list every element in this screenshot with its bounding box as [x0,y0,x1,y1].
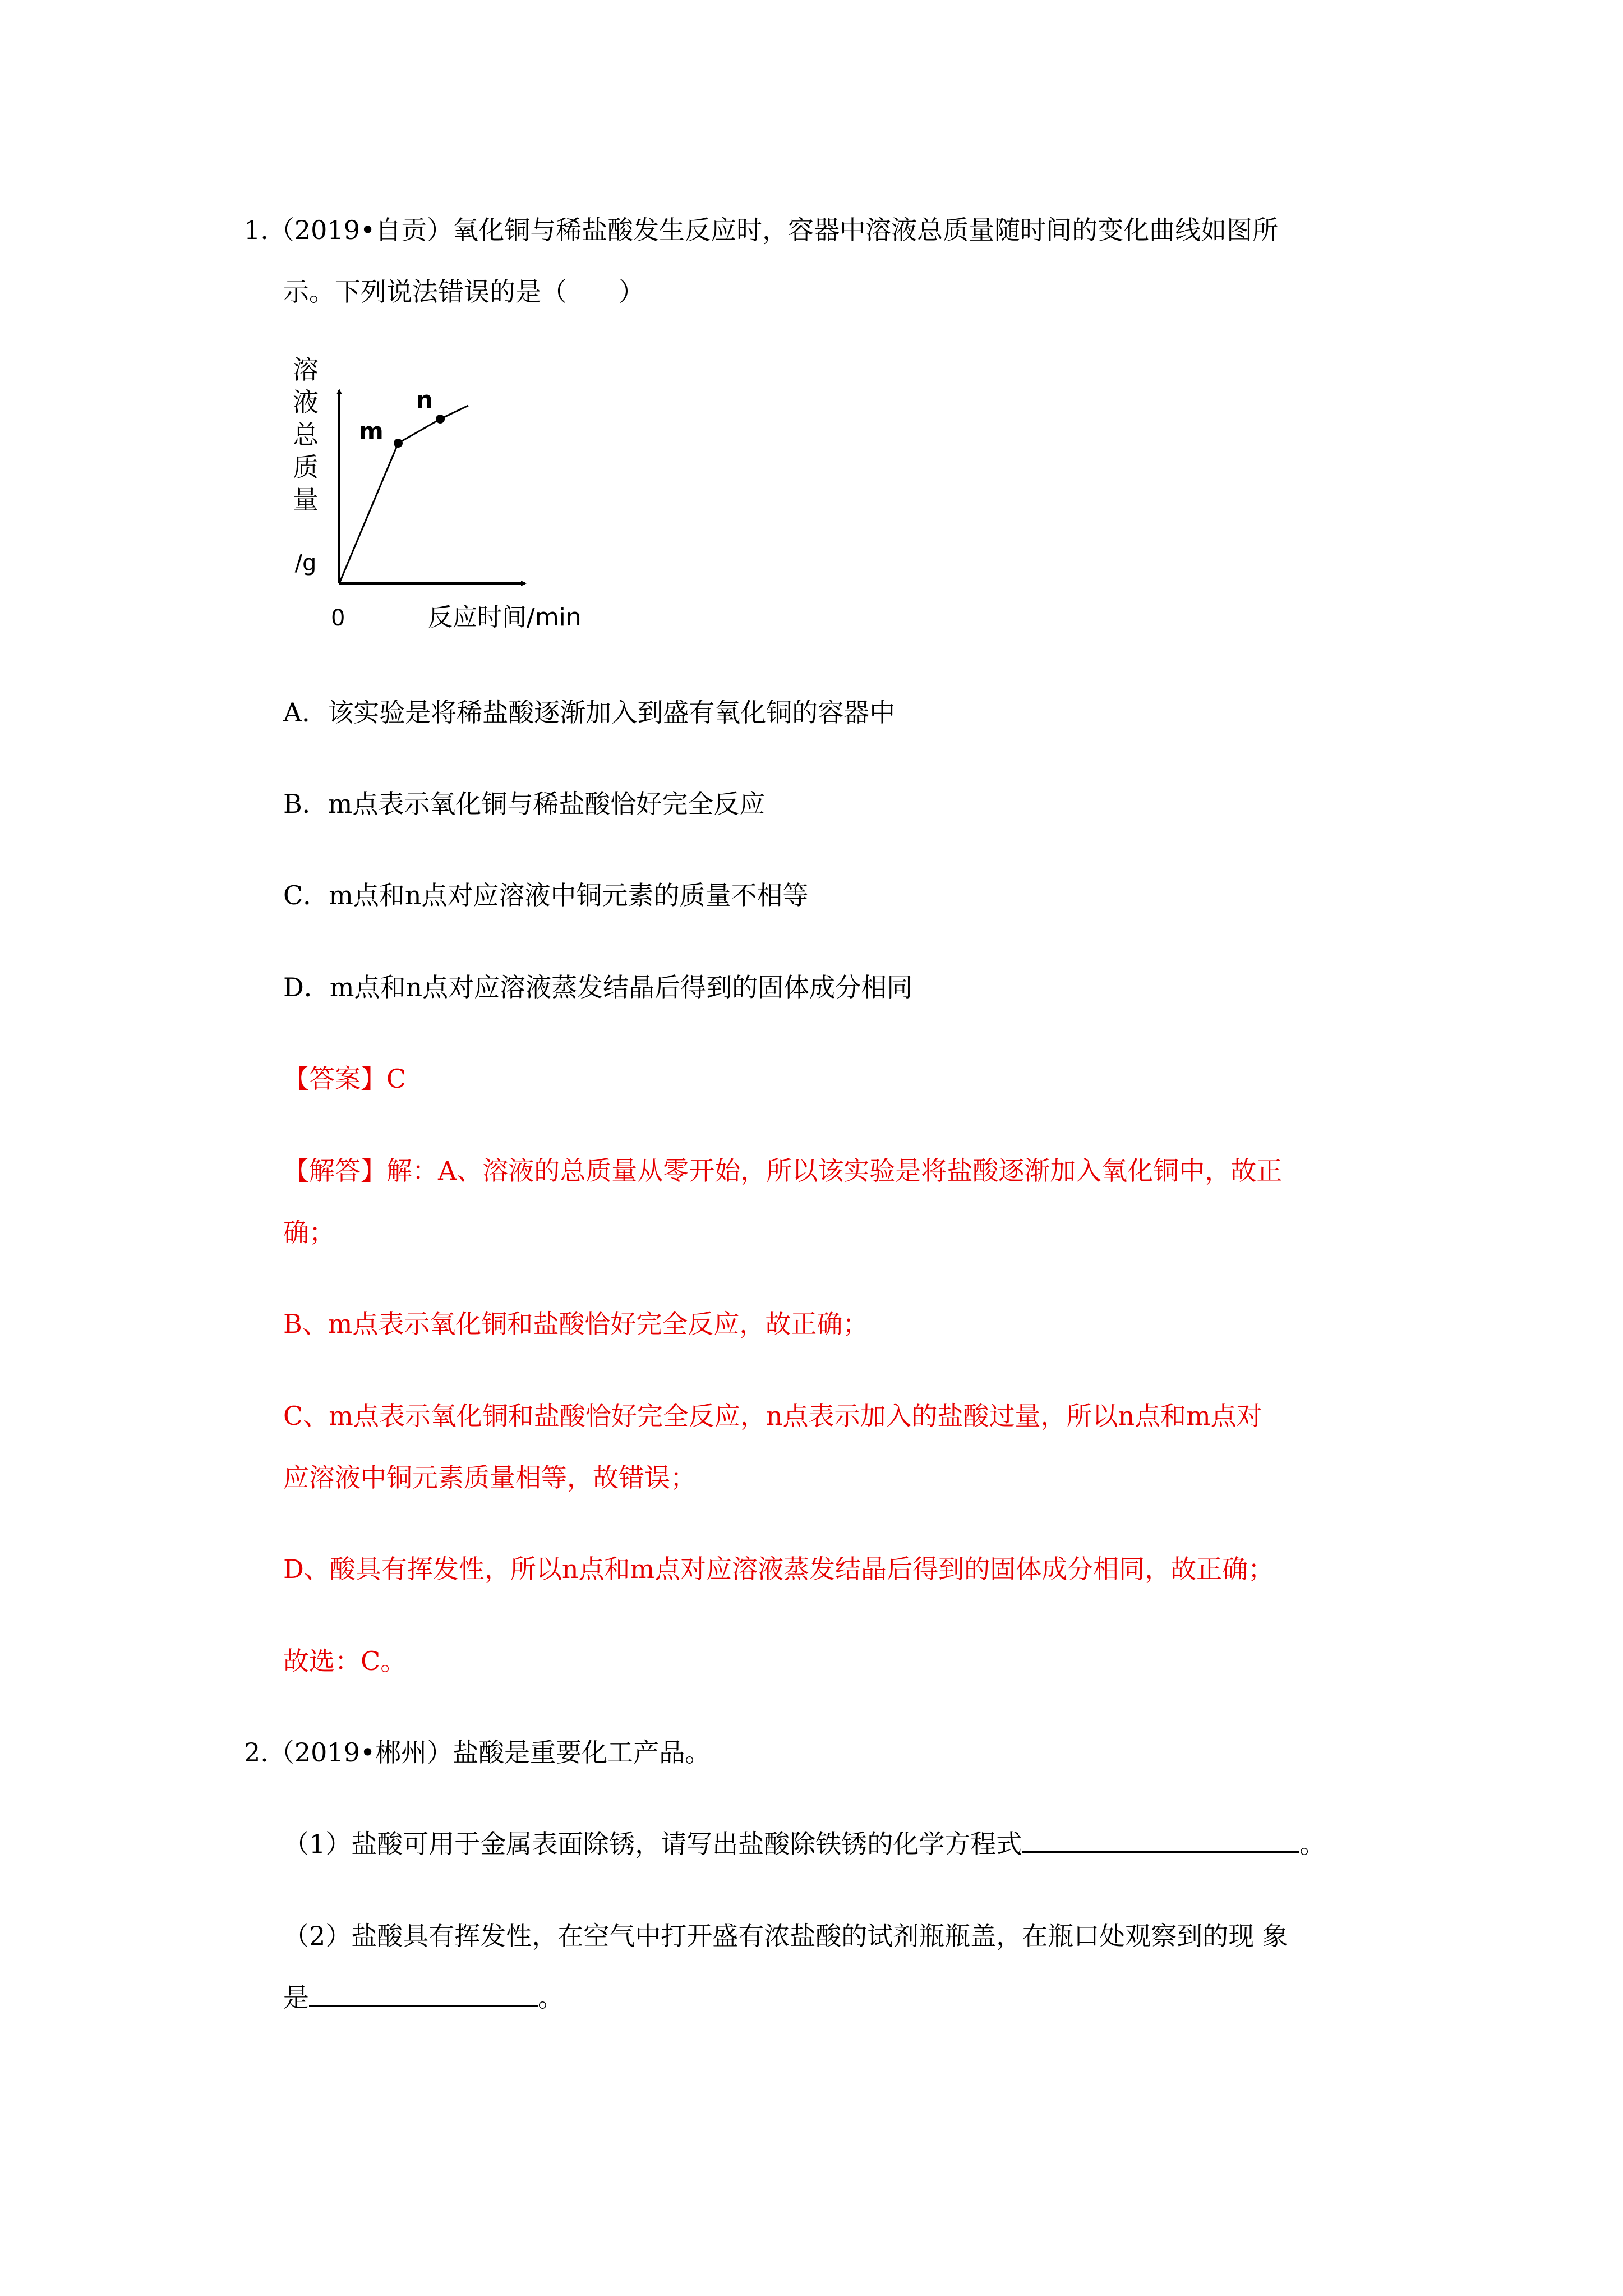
point-m [394,439,403,448]
q1-option-a: A．该实验是将稀盐酸逐渐加入到盛有氧化铜的容器中 [283,697,896,728]
x-axis-label: 反应时间/min [428,603,582,632]
q2-part2-line1: （2）盐酸具有挥发性，在空气中打开盛有浓盐酸的试剂瓶瓶盖，在瓶口处观察到的现 象 [283,1921,1288,1951]
q1-analysis-c1: C、m点表示氧化铜和盐酸恰好完全反应，n点表示加入的盐酸过量，所以n点和m点对 [283,1401,1262,1431]
q1-conclusion: 故选：C。 [283,1646,407,1676]
point-n-label: n [416,386,433,413]
q1-answer: 【答案】C [283,1064,407,1094]
origin-label: 0 [331,605,345,631]
q1-analysis-d: D、酸具有挥发性，所以n点和m点对应溶液蒸发结晶后得到的固体成分相同，故正确； [283,1554,1274,1584]
y-label-char: 液 [293,387,319,417]
y-label-char: 溶 [293,356,319,385]
y-label-unit: /g [294,550,317,576]
q2-part2-blank[interactable] [309,1982,538,2007]
y-axis-label [293,356,319,576]
q1-figure [283,356,608,642]
q1-option-c: C．m点和n点对应溶液中铜元素的质量不相等 [283,880,809,910]
y-label-char: 量 [293,485,319,515]
q2-part1-blank[interactable] [1022,1829,1299,1853]
point-m-label: m [359,417,384,445]
q1-analysis-c2: 应溶液中铜元素质量相等，故错误； [283,1462,696,1493]
q2-part1-end: 。 [1299,1829,1326,1859]
q2-part1 [283,1827,1325,1861]
y-label-char: 质 [293,452,319,482]
q2-part1-text: （1）盐酸可用于金属表面除锈，请写出盐酸除铁锈的化学方程式 [283,1829,1022,1859]
q1-stem-line2: 示。下列说法错误的是（ ） [283,277,644,307]
q2-part2-line2 [283,1981,564,2014]
q1-analysis-line2: 确； [283,1217,335,1248]
q1-option-b: B．m点表示氧化铜与稀盐酸恰好完全反应 [283,789,766,819]
q1-stem-line1: 1.（2019•自贡）氧化铜与稀盐酸发生反应时，容器中溶液总质量随时间的变化曲线如图所 [244,215,1279,245]
q2-part2-end: 。 [538,1982,564,2013]
q1-analysis-line1: 【解答】解：A、溶液的总质量从零开始，所以该实验是将盐酸逐渐加入氧化铜中，故正 [283,1156,1283,1186]
y-label-char: 总 [293,420,319,450]
q2-part2-text: 是 [283,1982,309,2013]
q2-stem: 2.（2019•郴州）盐酸是重要化工产品。 [244,1737,711,1768]
q1-option-d: D．m点和n点对应溶液蒸发结晶后得到的固体成分相同 [283,972,913,1002]
q1-analysis-b: B、m点表示氧化铜和盐酸恰好完全反应，故正确； [283,1309,869,1339]
point-n [436,415,445,424]
